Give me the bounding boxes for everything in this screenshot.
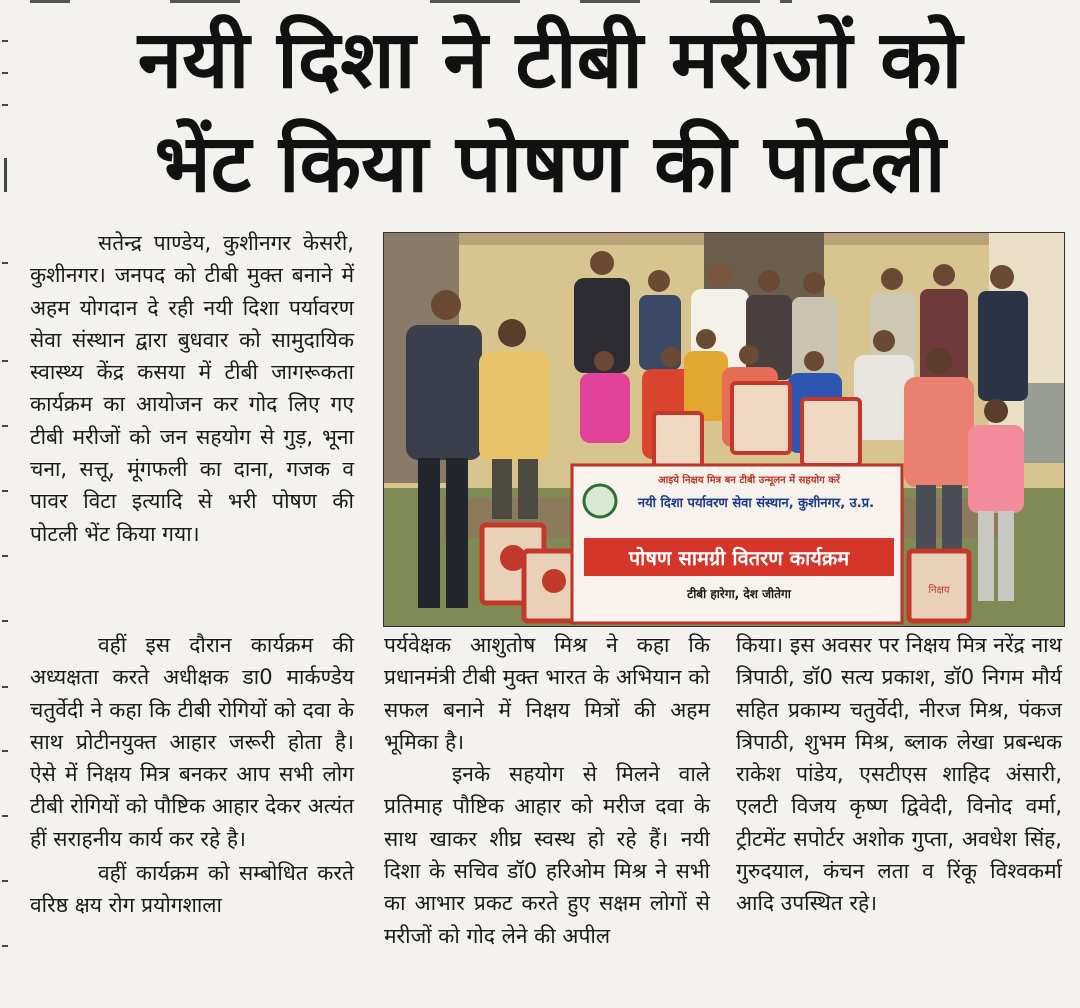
article-column-1-bottom xyxy=(30,629,354,922)
article-paragraph: इनके सहयोग से मिलने वाले प्रतिमाह पौष्टिक आहार को मरीज दवा के साथ खाकर शीघ्र स्वस्थ हो रहे हैं। नयी दिशा के सचिव डॉ0 हरिओम मिश्र ने सभी का आभार प्रकट करते हुए सक्षम लोगों से मरीजों को गोद लेने की अपील xyxy=(384,762,710,948)
program-banner xyxy=(572,465,902,623)
article-column-1-top xyxy=(30,227,354,550)
banner-slogan: टीबी हारेगा, देश जीतेगा xyxy=(687,587,791,601)
banner-organization: नयी दिशा पर्यावरण सेवा संस्थान, कुशीनगर, उ.प्र. xyxy=(637,496,875,511)
bag-label: निक्षय xyxy=(928,585,950,596)
article-column-3 xyxy=(736,629,1062,920)
news-photo xyxy=(383,232,1065,627)
headline-line-2: भेंट किया पोषण की पोटली xyxy=(154,117,946,210)
previous-article-fragment xyxy=(20,0,1080,8)
article-paragraph: सतेन्द्र पाण्डेय, कुशीनगर केसरी, कुशीनगर। जनपद को टीबी मुक्त बनाने में अहम योगदान दे रही नयी दिशा पर्यावरण सेवा संस्थान द्वारा बुधवार को सामुदायिक स्वास्थ्य केंद्र कसया में टीबी जागरूकता कार्यक्रम का आयोजन कर गोद लिए गए टीबी मरीजों को जन सहयोग से गुड़, भूना चना, सत्तू, मूंगफली का दाना, गजक व पावर विटा इत्यादि से भरी पोषण की पोटली भेंट किया गया। xyxy=(30,231,354,546)
article-paragraph: वहीं इस दौरान कार्यक्रम की अध्यक्षता करते अधीक्षक डा0 मार्कण्डेय चतुर्वेदी ने कहा कि टीबी रोगियों को दवा के साथ प्रोटीनयुक्त आहार जरूरी होता है। ऐसे में निक्षय मित्र बनकर आप सभी लोग टीबी रोगियों को पौष्टिक आहार देकर अत्यंत हीं सराहनीय कार्य कर रहे है। xyxy=(30,633,354,851)
article-paragraph: वहीं कार्यक्रम को सम्बोधित करते वरिष्ठ क्षय रोग प्रयोगशाला xyxy=(30,861,354,918)
group-photo-illustration xyxy=(384,233,1064,626)
banner-program-title: पोषण सामग्री वितरण कार्यक्रम xyxy=(628,546,850,570)
headline-line-1: नयी दिशा ने टीबी मरीजों को xyxy=(137,13,963,106)
article-column-2 xyxy=(384,629,710,952)
article-paragraph: किया। इस अवसर पर निक्षय मित्र नरेंद्र नाथ त्रिपाठी, डॉ0 सत्य प्रकाश, डॉ0 निगम मौर्य सहित प्रकाम्य चतुर्वेदी, नीरज मिश्र, पंकज त्रिपाठी, शुभम मिश्र, ब्लाक लेखा प्रबन्धक राकेश पांडेय, एसटीएस शाहिद अंसारी, एलटी विजय कृष्ण द्विवेदी, विनोद वर्मा, ट्रीटमेंट सपोर्टर अशोक गुप्ता, अवधेश सिंह, गुरुदयाल, कंचन लता व रिंकू विश्वकर्मा आदि उपस्थित रहे। xyxy=(736,633,1062,916)
headline xyxy=(30,8,1070,216)
article-paragraph: पर्यवेक्षक आशुतोष मिश्र ने कहा कि प्रधानमंत्री टीबी मुक्त भारत के अभियान को सफल बनाने में निक्षय मित्रों की अहम भूमिका है। xyxy=(384,633,710,754)
adjacent-column-edge xyxy=(0,0,14,1008)
banner-tagline: आइये निक्षय मित्र बन टीबी उन्मूलन में सहयोग करें xyxy=(658,475,840,486)
